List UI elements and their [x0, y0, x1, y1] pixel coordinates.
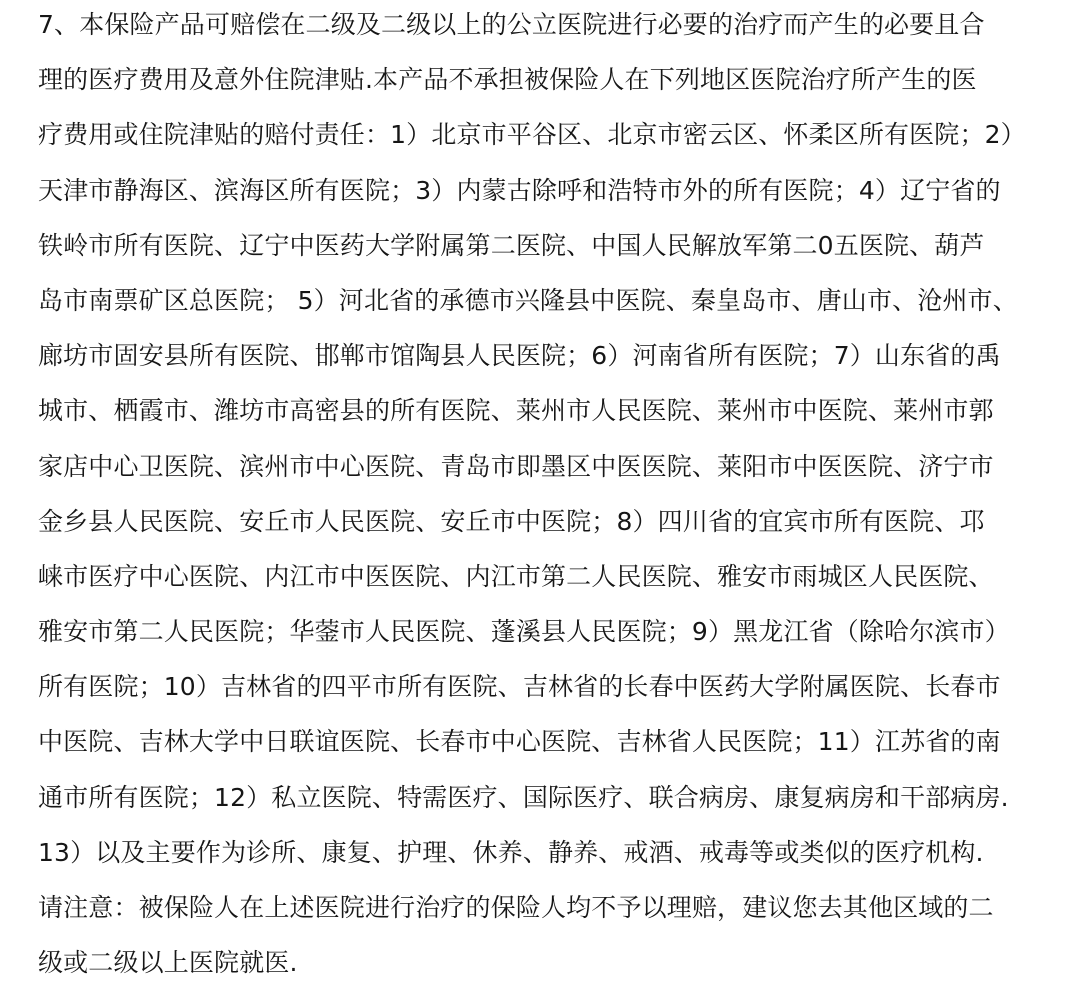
text-line: 家店中心卫医院、滨州市中心医院、青岛市即墨区中医医院、莱阳市中医医院、济宁市	[38, 451, 994, 481]
text-line: 理的医疗费用及意外住院津贴.本产品不承担被保险人在下列地区医院治疗所产生的医	[38, 65, 977, 95]
text-line: 天津市静海区、滨海区所有医院；3）内蒙古除呼和浩特市外的所有医院；4）辽宁省的	[38, 175, 1001, 205]
text-line: 岛市南票矿区总医院； 5）河北省的承德市兴隆县中医院、秦皇岛市、唐山市、沧州市、	[38, 285, 1018, 315]
insurance-clause-text	[38, 0, 1068, 990]
text-line: 廊坊市固安县所有医院、邯郸市馆陶县人民医院；6）河南省所有医院；7）山东省的禹	[38, 341, 1001, 371]
text-line: 铁岭市所有医院、辽宁中医药大学附属第二医院、中国人民解放军第二0五医院、葫芦	[38, 230, 985, 260]
text-line: 13）以及主要作为诊所、康复、护理、休养、静养、戒酒、戒毒等或类似的医疗机构.	[38, 837, 984, 867]
text-line: 城市、栖霞市、潍坊市高密县的所有医院、莱州市人民医院、莱州市中医院、莱州市郭	[38, 396, 994, 426]
text-line: 雅安市第二人民医院；华蓥市人民医院、蓬溪县人民医院；9）黑龙江省（除哈尔滨市）	[38, 617, 1010, 647]
text-line: 通市所有医院；12）私立医院、特需医疗、国际医疗、联合病房、康复病房和干部病房.	[38, 782, 1009, 812]
text-line: 所有医院；10）吉林省的四平市所有医院、吉林省的长春中医药大学附属医院、长春市	[38, 672, 1001, 702]
text-line: 7、本保险产品可赔偿在二级及二级以上的公立医院进行必要的治疗而产生的必要且合	[38, 10, 985, 39]
text-line: 金乡县人民医院、安丘市人民医院、安丘市中医院；8）四川省的宜宾市所有医院、邛	[38, 506, 985, 536]
text-line: 请注意：被保险人在上述医院进行治疗的保险人均不予以理赔，建议您去其他区域的二	[38, 893, 994, 922]
text-line: 崃市医疗中心医院、内江市中医医院、内江市第二人民医院、雅安市雨城区人民医院、	[38, 561, 994, 591]
text-line: 级或二级以上医院就医.	[38, 948, 298, 978]
text-line: 疗费用或住院津贴的赔付责任：1）北京市平谷区、北京市密云区、怀柔区所有医院；2）	[38, 120, 1026, 150]
text-line: 中医院、吉林大学中日联谊医院、长春市中心医院、吉林省人民医院；11）江苏省的南	[38, 727, 1001, 757]
